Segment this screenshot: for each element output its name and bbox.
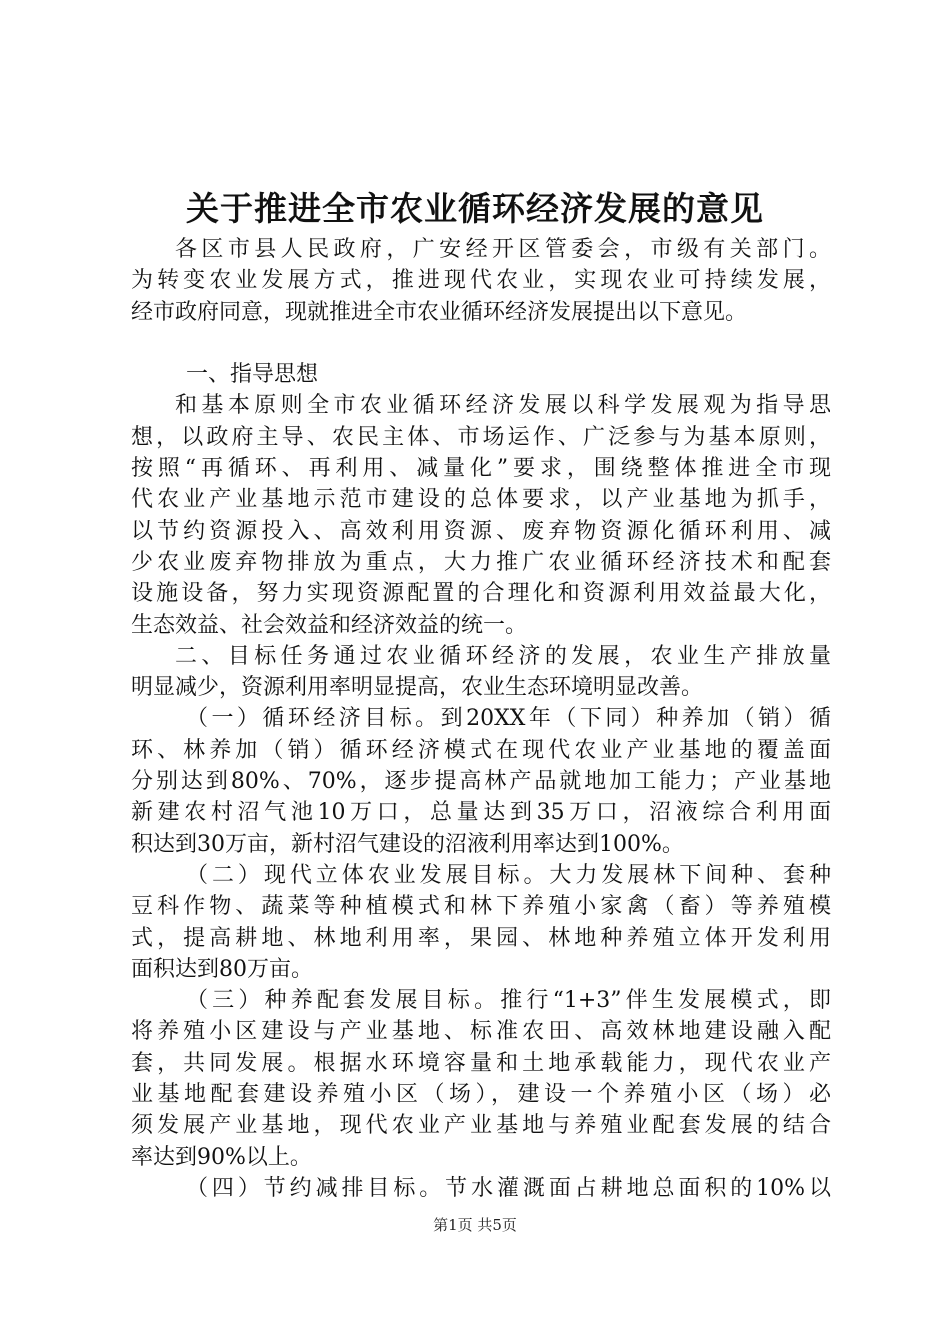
- text-line: 新建农村沼气池10万口，总量达到35万口，沼液综合利用面: [131, 800, 831, 826]
- text-line: 一、指导思想: [186, 362, 319, 388]
- text-line: 经市政府同意，现就推进全市农业循环经济发展提出以下意见。: [131, 299, 748, 325]
- page-footer: 第1页 共5页: [433, 1216, 517, 1234]
- text-line: 二、目标任务通过农业循环经济的发展，农业生产排放量: [175, 643, 831, 669]
- text-line: 套，共同发展。根据水环境容量和土地承载能力，现代农业产: [131, 1050, 831, 1076]
- document-title: 关于推进全市农业循环经济发展的意见: [186, 189, 764, 228]
- text-line: 率达到90%以上。: [131, 1144, 312, 1170]
- text-line: （二）现代立体农业发展目标。大力发展林下间种、套种: [186, 862, 831, 888]
- text-line: 为转变农业发展方式，推进现代农业，实现农业可持续发展，: [131, 268, 831, 294]
- text-line: 式，提高耕地、林地利用率，果园、林地种养殖立体开发利用: [131, 925, 831, 951]
- text-line: 积达到30万亩，新村沼气建设的沼液利用率达到100%。: [131, 831, 684, 857]
- text-line: 设施设备，努力实现资源配置的合理化和资源利用效益最大化，: [131, 581, 831, 607]
- text-line: 分别达到80%、70%，逐步提高林产品就地加工能力；产业基地: [131, 769, 831, 795]
- text-line: 和基本原则全市农业循环经济发展以科学发展观为指导思: [175, 393, 831, 419]
- text-line: 按照“再循环、再利用、减量化”要求，围绕整体推进全市现: [131, 456, 831, 482]
- text-line: 将养殖小区建设与产业基地、标准农田、高效林地建设融入配: [131, 1019, 831, 1045]
- text-line: （三）种养配套发展目标。推行“1+3”伴生发展模式，即: [186, 988, 831, 1014]
- document-body: [131, 234, 831, 1204]
- text-line: 以节约资源投入、高效利用资源、废弃物资源化循环利用、减: [131, 518, 831, 544]
- text-line: 明显减少，资源利用率明显提高，农业生态环境明显改善。: [131, 675, 704, 701]
- text-line: 少农业废弃物排放为重点，大力推广农业循环经济技术和配套: [131, 549, 831, 575]
- text-line: 面积达到80万亩。: [131, 956, 313, 982]
- text-line: （四）节约减排目标。节水灌溉面占耕地总面积的10%以: [186, 1175, 831, 1201]
- text-line: 业基地配套建设养殖小区（场），建设一个养殖小区（场）必: [131, 1082, 831, 1108]
- text-line: 各区市县人民政府，广安经开区管委会，市级有关部门。: [175, 237, 831, 262]
- paragraph-gap: [131, 328, 831, 359]
- text-line: （一）循环经济目标。到20XX年（下同）种养加（销）循: [186, 706, 831, 732]
- text-line: 代农业产业基地示范市建设的总体要求，以产业基地为抓手，: [131, 487, 831, 513]
- text-line: 想，以政府主导、农民主体、市场运作、广泛参与为基本原则，: [131, 424, 831, 450]
- text-line: 须发展产业基地，现代农业产业基地与养殖业配套发展的结合: [131, 1113, 831, 1139]
- text-line: 环、林养加（销）循环经济模式在现代农业产业基地的覆盖面: [131, 737, 831, 763]
- text-line: 豆科作物、蔬菜等种植模式和林下养殖小家禽（畜）等养殖模: [131, 894, 831, 920]
- text-line: 生态效益、社会效益和经济效益的统一。: [131, 612, 528, 638]
